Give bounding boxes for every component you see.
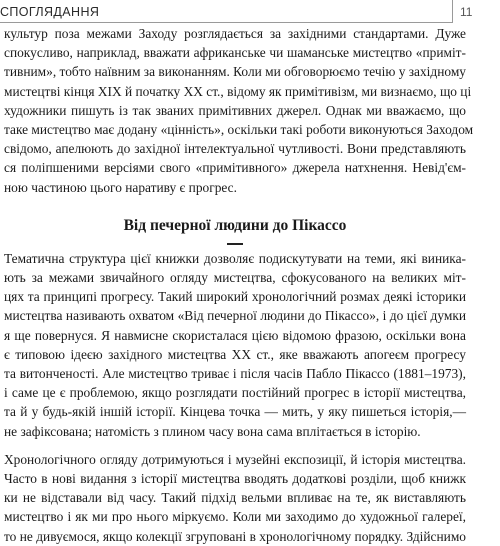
section-heading: Від печерної людини до Пікассо bbox=[123, 216, 347, 234]
text-line: я ще повернуся. Я навмисне скористалася цією відомою фразою, оскільки вона bbox=[4, 327, 466, 343]
text-line: тивним», тобто наївним за виконанням. Коли ми обговорюємо течію у західному bbox=[4, 64, 466, 80]
page-number: 11 bbox=[460, 5, 473, 19]
page-body bbox=[4, 24, 474, 546]
text-line: не зафіксована; натомість з плином часу вона сама вплітається в історію. bbox=[4, 423, 421, 439]
text-line: Хронологічного огляду дотримуються і музейні експозиції, й історія мистецтва. bbox=[4, 451, 466, 467]
paragraph-3 bbox=[4, 450, 466, 546]
text-line: ною частиною цього наративу є прогрес. bbox=[4, 179, 237, 195]
text-line: та й у будь-якій іншій історії. Кінцева точка — мить, у яку пишеться історія,— bbox=[4, 404, 466, 420]
text-line: та витонченості. Але мистецтво триває і після часів Пабло Пікассо (1881–1973), bbox=[4, 366, 466, 382]
text-line: культур поза межами Заходу розглядається за західними стандартами. Дуже bbox=[4, 26, 466, 41]
text-line: ки не відставали від часу. Такий підхід вельми впливає на те, як виставляють bbox=[4, 490, 466, 506]
paragraph-2 bbox=[4, 249, 466, 441]
heading-dash bbox=[4, 235, 466, 249]
text-line: ся поліпшеними версіями свого «примітивного» джерела натхнення. Невід'єм- bbox=[4, 160, 466, 176]
header-rule bbox=[0, 22, 452, 23]
text-line: Тематична структура цієї книжки дозволяє подискутувати на теми, які виника- bbox=[4, 250, 466, 266]
text-line: таке мистецтво має додану «цінність», оскільки такі роботи виконуються Заходом bbox=[4, 122, 474, 138]
text-line: Часто в нові видання з історії мистецтва вводять додаткові розділи, щоб книжк bbox=[4, 471, 466, 487]
text-line: свідомо, апелюють до західної інтелектуальної чутливості. Вони представляють bbox=[4, 141, 466, 157]
paragraph-1 bbox=[4, 24, 474, 197]
section-title: СПОГЛЯДАННЯ bbox=[0, 5, 100, 19]
text-line: і саме це є проблемою, якщо розглядати постійний прогрес в історії мистецтва, bbox=[4, 385, 466, 401]
text-line: мистецтва називають охватом «Від печерної людини до Пікассо», і до цієї думки bbox=[4, 308, 466, 324]
header-separator bbox=[452, 0, 453, 23]
text-line: художники пишуть із так званих примітивних джерел. Однак ми вважаємо, що bbox=[4, 102, 466, 118]
text-line: мистецтво і як ми про нього міркуємо. Коли ми заходимо до художньої галереї, bbox=[4, 509, 466, 525]
text-line: мистецтві кінця XIX й початку XX ст., відому як примітивізм, ми визнаємо, що ці bbox=[4, 83, 472, 99]
text-line: то не дивуємося, якщо колекції згруповані в хронологічному порядку. Здійснимо bbox=[4, 528, 466, 544]
running-header bbox=[0, 0, 500, 22]
text-line: ють за межами звичайного огляду мистецтва, сфокусованого на великих міт- bbox=[4, 270, 466, 286]
text-line: цях та принципі прогресу. Такий широкий хронологічний розмах деякі історики bbox=[4, 289, 466, 305]
text-line: є типовою ідеєю західного мистецтва XX ст., яке вважають апогеєм прогресу bbox=[4, 346, 466, 362]
text-line: спокусливо, наприклад, вважати африканське чи шаманське мистецтво «приміт- bbox=[4, 45, 466, 61]
